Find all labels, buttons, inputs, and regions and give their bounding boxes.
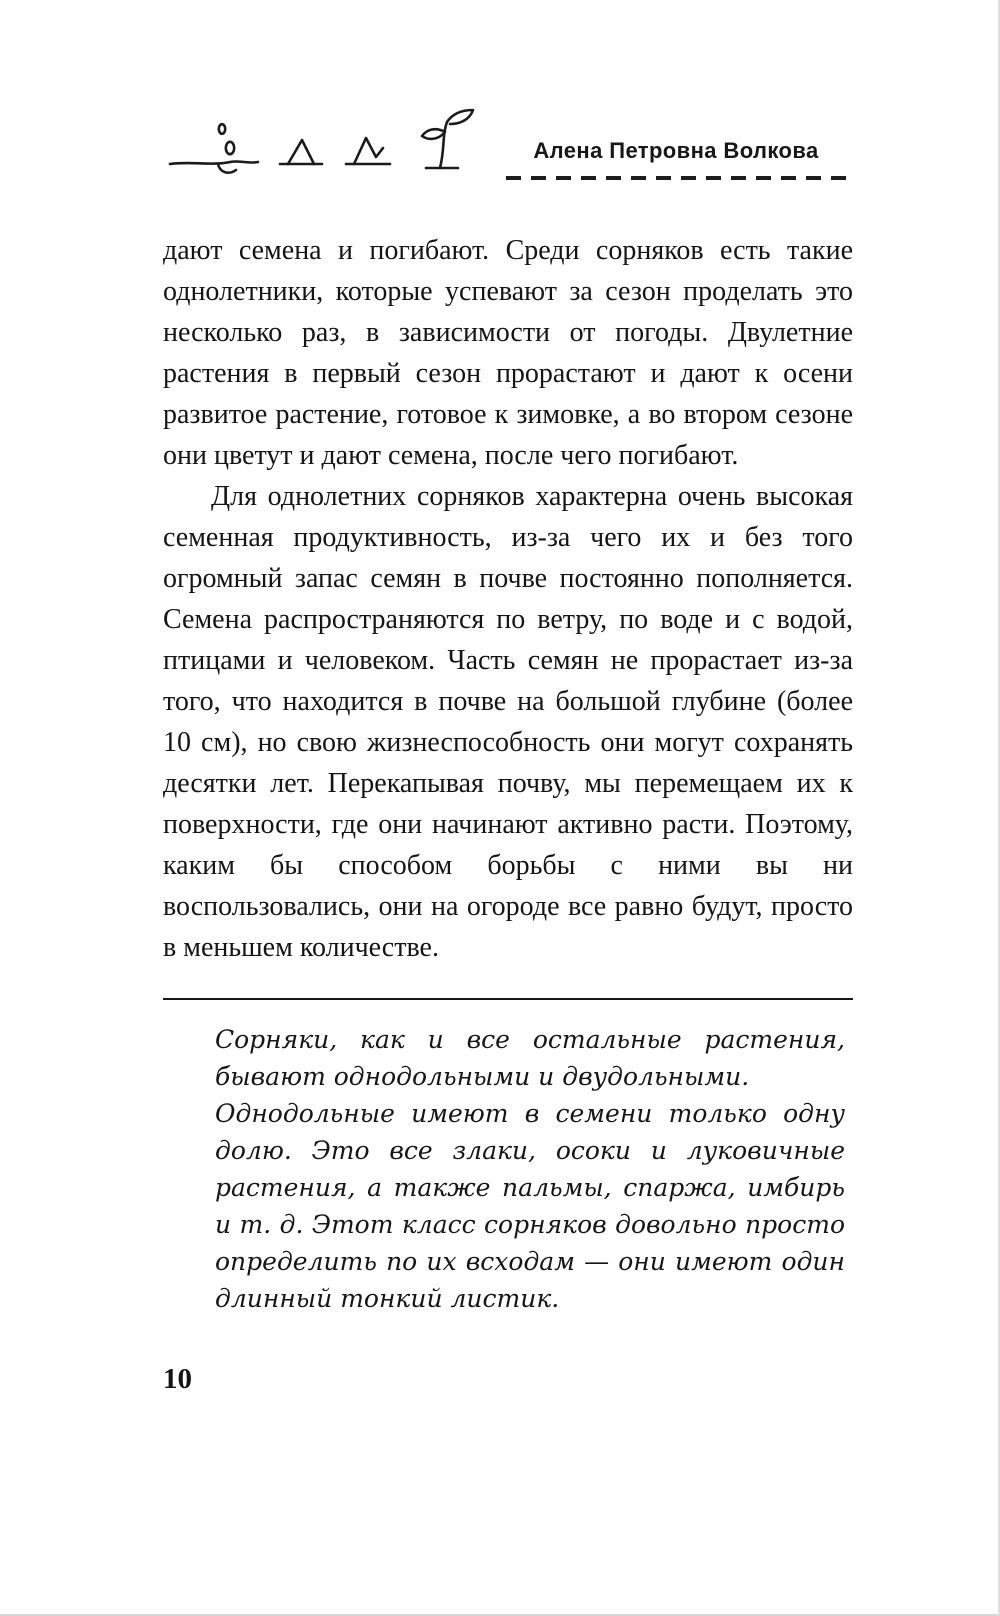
author-block: [506, 138, 846, 180]
body-paragraph: дают семена и погибают. Среди сорняков есть такие однолетники, которые успевают за сезон проделать это несколько раз, в зависимости от погоды. Двулетние растения в первый сезон прорастают и дают к осени развитое растение, готовое к зимовке, а во втором сезоне они цветут и дают семена, после чего погибают.: [163, 235, 853, 471]
seedling-sketches-icon: [168, 108, 503, 180]
body-paragraph: Для однолетних сорняков характерна очень высокая семенная продуктивность, из-за чего их и без того огромный запас семян в почве постоянно пополняется. Семена распространяются по ветру, по воде и с водой, птицами и человеком. Часть семян не прорастает из-за того, что находится в почве на большой глубине (более 10 см), но свою жизнеспособность они могут сохранять десятки лет. Перекапывая почву, мы перемещаем их к поверхности, где они начинают активно расти. Поэтому, каким бы способом борьбы с ними вы ни воспользовались, они на огороде все равно будут, просто в меньшем количестве.: [163, 481, 853, 963]
dashed-rule: [506, 176, 846, 180]
page-header: [0, 106, 998, 180]
body-text: [163, 230, 853, 968]
italic-note-block: [163, 1021, 853, 1317]
page-content: [0, 230, 998, 1396]
section-divider-rule: [163, 998, 853, 1000]
note-paragraph: Сорняки, как и все остальные растения, бывают однодольными и двудольными.: [215, 1025, 845, 1091]
page-number: 10: [163, 1363, 192, 1395]
author-name: Алена Петровна Волкова: [533, 138, 819, 163]
note-paragraph: Однодольные имеют в семени только одну долю. Это все злаки, осоки и луковичные растения, а также пальмы, спаржа, имбирь и т. д. Этот класс сорняков довольно просто определить по их всходам — они имеют один длинный тонкий листик.: [215, 1099, 845, 1313]
